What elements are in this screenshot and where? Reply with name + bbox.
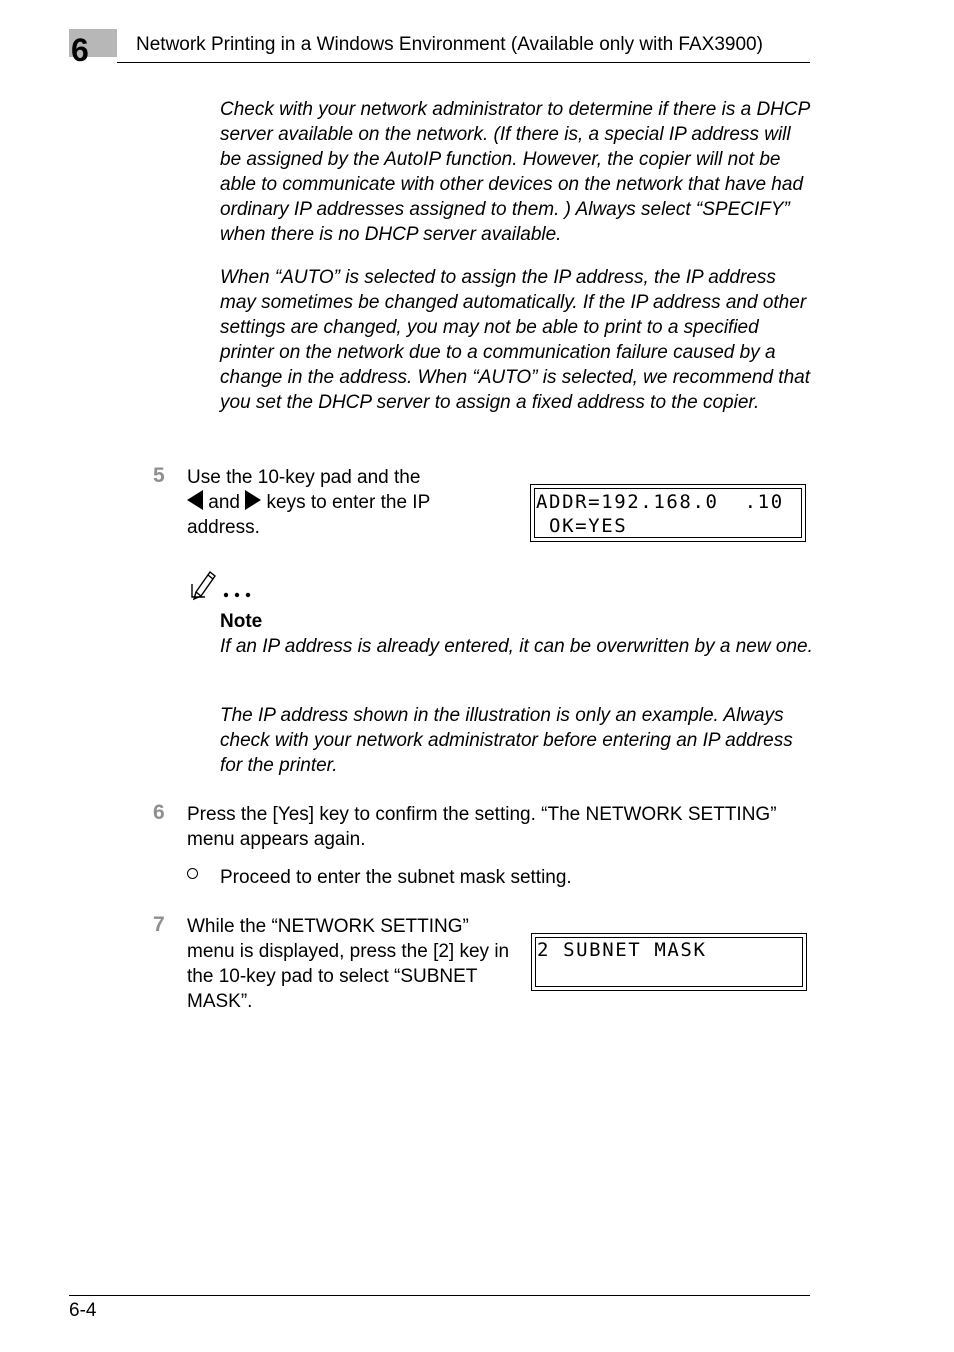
step-text	[187, 465, 430, 540]
bullet-circle-icon	[187, 868, 198, 879]
intro-paragraph-auto: When “AUTO” is selected to assign the IP address, the IP address may sometimes be changed automatically. If the IP address and other settings are changed, you may not be able to print to a specified printer on the network due to a communication failure caused by a change in the address. When “AUTO” is selected, we recommend that you set the DHCP server to assign a fixed address to the copier.	[220, 267, 810, 413]
header-divider	[117, 62, 810, 63]
note-label: Note	[220, 611, 263, 632]
note-paragraph: The IP address shown in the illustration is only an example. Always check with your network administrator before entering an IP address for the printer.	[220, 705, 793, 776]
note-paragraph: If an IP address is already entered, it can be overwritten by a new one.	[220, 636, 813, 657]
bullet-text: Proceed to enter the subnet mask setting.	[220, 867, 572, 888]
lcd-display-ip-address	[530, 484, 806, 542]
lcd-line: 2 SUBNET MASK	[537, 939, 707, 961]
lcd-line: ADDR=192.168.0 .10	[536, 491, 784, 513]
left-arrow-key-icon	[187, 490, 203, 510]
lcd-display-subnet-mask	[531, 933, 807, 991]
pencil-note-icon	[188, 566, 252, 602]
page-header-title: Network Printing in a Windows Environment (Available only with FAX3900)	[136, 34, 763, 55]
intro-paragraph-dhcp: Check with your network administrator to determine if there is a DHCP server available on the network. (If there is, a special IP address will be assigned by the AutoIP function. However, the copier will not be able to communicate with other devices on the network that have had ordinary IP addresses assigned to them. ) Always select “SPECIFY” when there is no DHCP server available.	[220, 99, 810, 245]
step-text-fragment: keys to enter the IP	[266, 492, 431, 513]
step-text-fragment: and	[208, 492, 240, 513]
step-number: 7	[153, 913, 165, 936]
step-text-line: Use the 10-key pad and the	[187, 467, 421, 488]
step-text: While the “NETWORK SETTING” menu is displayed, press the [2] key in the 10-key pad to select “SUBNET MASK”.	[187, 916, 510, 1012]
page-number: 6-4	[69, 1300, 97, 1321]
step-number: 6	[153, 801, 165, 824]
step-text-line: address.	[187, 517, 260, 538]
step-text: Press the [Yes] key to confirm the setting. “The NETWORK SETTING” menu appears again.	[187, 804, 777, 850]
footer-divider	[69, 1295, 810, 1296]
lcd-line: OK=YES	[536, 515, 628, 537]
chapter-number: 6	[71, 32, 89, 68]
step-number: 5	[153, 464, 165, 487]
right-arrow-key-icon	[245, 490, 261, 510]
